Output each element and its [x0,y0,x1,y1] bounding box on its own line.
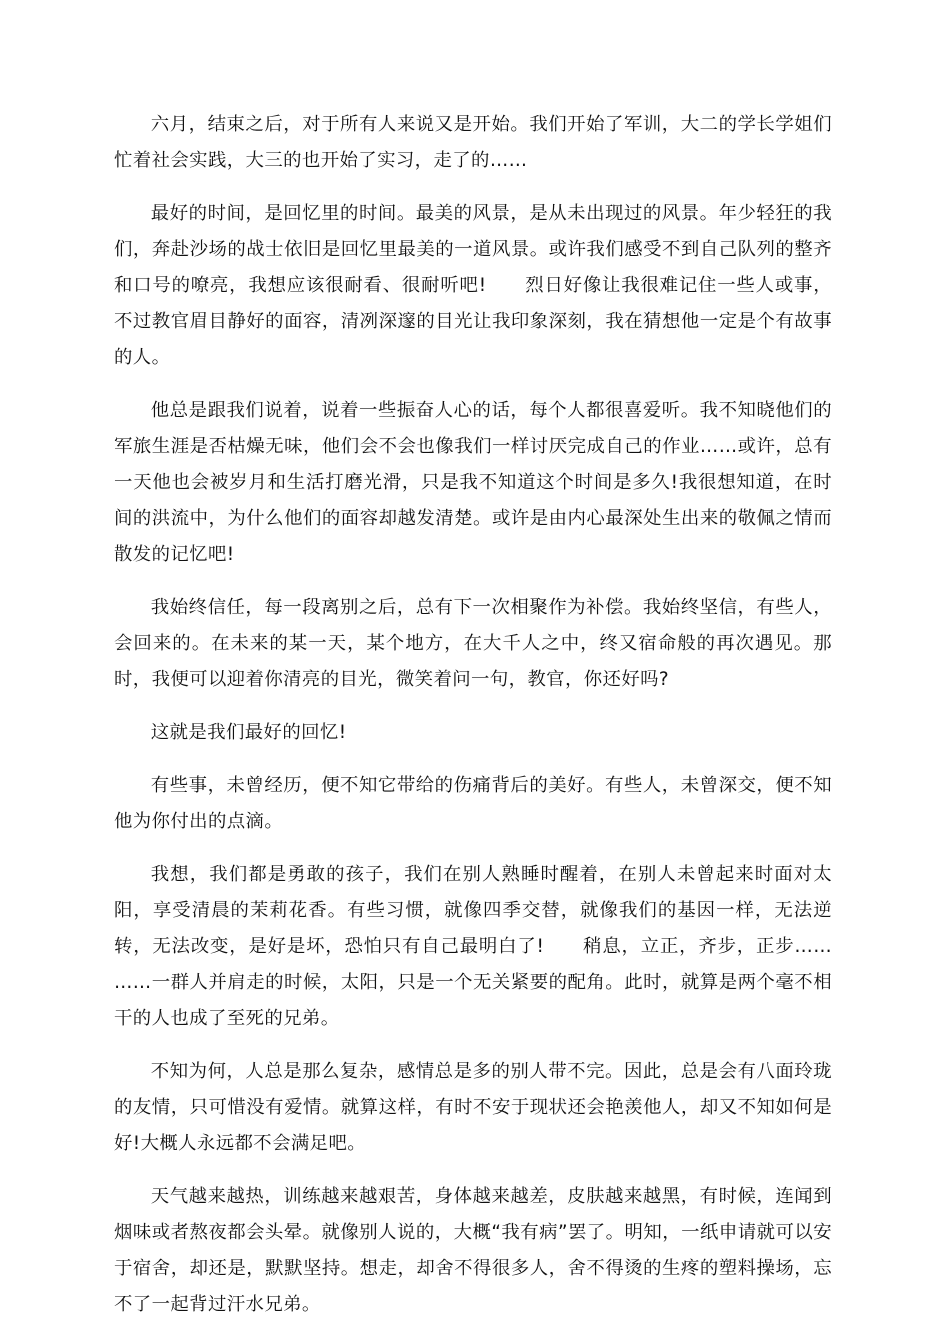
paragraph-3: 他总是跟我们说着，说着一些振奋人心的话，每个人都很喜爱听。我不知晓他们的军旅生涯是否枯燥无味，他们会不会也像我们一样讨厌完成自己的作业……或许，总有一天他也会被岁月和生活打磨光滑，只是我不知道这个时间是多久!我很想知道，在时间的洪流中，为什么他们的面容却越发清楚。或许是由内心最深处生出来的敬佩之情而散发的记忆吧! [114,400,832,565]
paragraph-9: 天气越来越热，训练越来越艰苦，身体越来越差，皮肤越来越黑，有时候，连闻到烟味或者熬夜都会头晕。就像别人说的，大概“我有病”罢了。明知，一纸申请就可以安于宿舍，却还是，默默坚持。想走，却舍不得很多人，舍不得烫的生疼的塑料操场，忘不了一起背过汗水兄弟。 [114,1186,832,1315]
paragraph-2: 最好的时间，是回忆里的时间。最美的风景，是从未出现过的风景。年少轻狂的我们，奔赴沙场的战士依旧是回忆里最美的一道风景。或许我们感受不到自己队列的整齐和口号的嘹亮，我想应该很耐看、很耐听吧! 烈日好像让我很难记住一些人或事，不过教官眉目静好的面容，清冽深邃的目光让我印象深刻，我在猜想他一定是个有故事的人。 [114,203,832,368]
document-body [114,107,870,1340]
paragraph-1: 六月，结束之后，对于所有人来说又是开始。我们开始了军训，大二的学长学姐们忙着社会实践，大三的也开始了实习，走了的…… [114,114,832,171]
paragraph-5: 这就是我们最好的回忆! [150,722,347,743]
paragraph-6: 有些事，未曾经历，便不知它带给的伤痛背后的美好。有些人，未曾深交，便不知他为你付出的点滴。 [114,775,832,832]
paragraph-8: 不知为何，人总是那么复杂，感情总是多的别人带不完。因此，总是会有八面玲珑的友情，只可惜没有爱情。就算这样，有时不安于现状还会艳羡他人，却又不知如何是好!大概人永远都不会满足吧。 [114,1061,832,1154]
paragraph-7: 我想，我们都是勇敢的孩子，我们在别人熟睡时醒着，在别人未曾起来时面对太阳，享受清晨的茉莉花香。有些习惯，就像四季交替，就像我们的基因一样，无法逆转，无法改变，是好是坏，恐怕只有自己最明白了! 稍息，立正，齐步，正步…… ……一群人并肩走的时候，太阳，只是一个无关紧要的配角。此时，就算是两个毫不相干的人也成了至死的兄弟。 [114,864,870,1029]
paragraph-4: 我始终信任，每一段离别之后，总有下一次相聚作为补偿。我始终坚信，有些人，会回来的。在未来的某一天，某个地方，在大千人之中，终又宿命般的再次遇见。那时，我便可以迎着你清亮的目光，微笑着问一句，教官，你还好吗? [114,597,832,690]
